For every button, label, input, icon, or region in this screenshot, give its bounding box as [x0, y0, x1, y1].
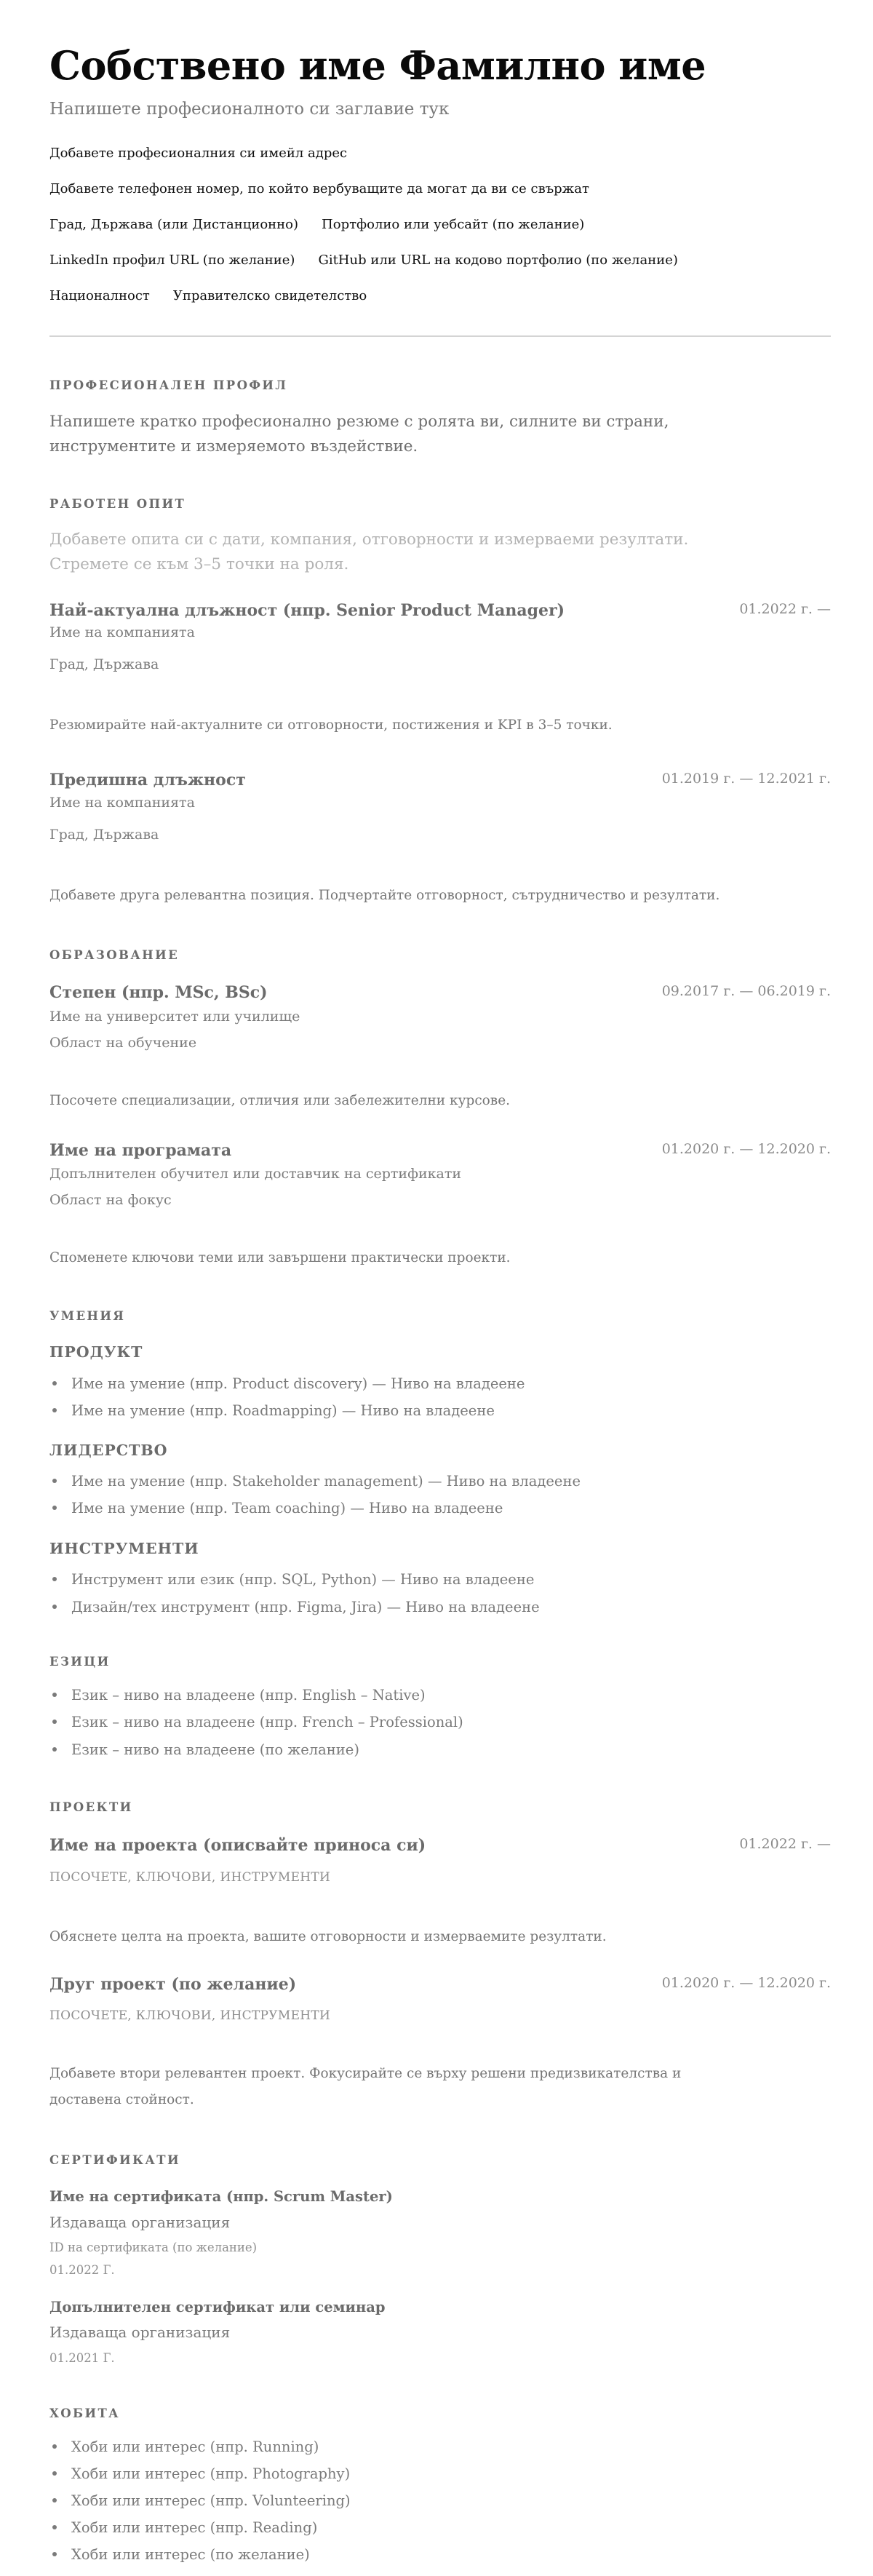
bullet-icon: [52, 2552, 57, 2556]
section-heading-profile: ПРОФЕСИОНАЛЕН ПРОФИЛ: [49, 378, 288, 392]
education-dates: 01.2020 г. — 12.2020 г.: [661, 1141, 831, 1157]
project-title: Друг проект (по желание): [49, 1975, 297, 1994]
skill-group-heading: ИНСТРУМЕНТИ: [49, 1540, 199, 1557]
project-tags: ПОСОЧЕТЕ, КЛЮЧОВИ, ИНСТРУМЕНТИ: [49, 1870, 331, 1885]
language-item: [49, 1687, 426, 1704]
education-title: Степен (нпр. MSc, BSc): [49, 983, 268, 1002]
education-description: Посочете специализации, отличия или забележителни курсове.: [49, 1093, 511, 1108]
project-description: Обяснете целта на проекта, вашите отговорности и измерваемите резултати.: [49, 1929, 607, 1944]
skill-item: [49, 1402, 495, 1419]
certificate-date: 01.2022 Г.: [49, 2263, 115, 2277]
hobby-text: Хоби или интерес (нпр. Photography): [71, 2465, 351, 2482]
section-heading-projects: ПРОЕКТИ: [49, 1800, 133, 1814]
bullet-icon: [52, 1747, 57, 1752]
job-dates: 01.2019 г. — 12.2021 г.: [661, 771, 831, 787]
section-heading-hobbies: ХОБИТА: [49, 2406, 120, 2420]
hobby-text: Хоби или интерес (нпр. Running): [71, 2438, 319, 2455]
nationality: Националност: [49, 288, 150, 303]
bullet-icon: [52, 1479, 57, 1483]
section-heading-languages: ЕЗИЦИ: [49, 1655, 111, 1669]
bullet-icon: [52, 2525, 57, 2529]
skill-item: [49, 1473, 581, 1490]
skill-item: [49, 1571, 534, 1588]
certificate-id: ID на сертификата (по желание): [49, 2241, 258, 2254]
hobby-item: [49, 2438, 319, 2455]
section-heading-experience: РАБОТЕН ОПИТ: [49, 497, 186, 511]
language-text: Език – ниво на владеене (нпр. English – Native): [71, 1687, 426, 1704]
language-text: Език – ниво на владеене (нпр. French – Professional): [71, 1714, 463, 1730]
location-placeholder: Град, Държава (или Дистанционно): [49, 217, 299, 232]
project-description-line-1: Добавете втори релевантен проект. Фокусирайте се върху решени предизвикателства и: [49, 2066, 682, 2081]
language-item: [49, 1741, 359, 1758]
section-heading-skills: УМЕНИЯ: [49, 1309, 126, 1323]
profile-summary-line-1: Напишете кратко професионално резюме с ролята ви, силните ви страни,: [49, 413, 669, 431]
hobby-item: [49, 2519, 317, 2536]
skill-item: [49, 1500, 503, 1516]
project-tags: ПОСОЧЕТЕ, КЛЮЧОВИ, ИНСТРУМЕНТИ: [49, 2008, 331, 2023]
bullet-icon: [52, 1408, 57, 1412]
certificate-title: Име на сертификата (нпр. Scrum Master): [49, 2188, 393, 2205]
skill-text: Име на умение (нпр. Stakeholder management) — Ниво на владеене: [71, 1473, 581, 1490]
skill-text: Инструмент или език (нпр. SQL, Python) — Ниво на владеене: [71, 1571, 535, 1588]
section-heading-certificates: СЕРТИФИКАТИ: [49, 2153, 180, 2167]
hobby-text: Хоби или интерес (нпр. Reading): [71, 2519, 318, 2536]
skill-item: [49, 1599, 540, 1615]
language-item: [49, 1714, 463, 1730]
job-company: Име на компанията: [49, 624, 195, 640]
bullet-icon: [52, 2498, 57, 2503]
contact-location-row: [49, 217, 584, 232]
hobby-text: Хоби или интерес (по желание): [71, 2546, 310, 2563]
education-institution: Допълнителен обучител или доставчик на сертификати: [49, 1166, 462, 1182]
bullet-icon: [52, 1506, 57, 1510]
certificate-issuer: Издаваща организация: [49, 2323, 231, 2341]
phone-placeholder: Добавете телефонен номер, по който вербуващите да могат да ви се свържат: [49, 181, 589, 196]
candidate-name: Собствено име Фамилно име: [49, 42, 706, 89]
section-heading-education: ОБРАЗОВАНИЕ: [49, 948, 180, 962]
job-dates: 01.2022 г. —: [739, 601, 831, 617]
linkedin-link[interactable]: LinkedIn профил URL (по желание): [49, 253, 295, 268]
project-title: Име на проекта (описвайте приноса си): [49, 1836, 426, 1855]
header-divider: [49, 335, 831, 337]
bullet-icon: [52, 1605, 57, 1609]
contact-phone: [49, 181, 589, 196]
education-field: Област на обучение: [49, 1035, 197, 1051]
email-placeholder: Добавете професионалния си имейл адрес: [49, 146, 348, 161]
portfolio-link[interactable]: Портфолио или уебсайт (по желание): [322, 217, 585, 232]
job-title: Най-актуална длъжност (нпр. Senior Product Manager): [49, 601, 565, 620]
education-title: Име на програмата: [49, 1141, 232, 1160]
contact-links-row: [49, 253, 678, 268]
hobby-item: [49, 2492, 351, 2509]
job-title: Предишна длъжност: [49, 771, 246, 790]
language-text: Език – ниво на владеене (по желание): [71, 1741, 359, 1758]
certificate-issuer: Издаваща организация: [49, 2214, 231, 2231]
job-description: Добавете друга релевантна позиция. Подчертайте отговорност, сътрудничество и резултати.: [49, 888, 720, 903]
bullet-icon: [52, 2444, 57, 2449]
skill-text: Име на умение (нпр. Product discovery) — Ниво на владеене: [71, 1375, 525, 1392]
bullet-icon: [52, 2471, 57, 2476]
profile-summary-line-2: инструментите и измеряемото въздействие.: [49, 437, 418, 456]
education-institution: Име на университет или училище: [49, 1009, 300, 1025]
project-description-line-2: доставена стойност.: [49, 2092, 194, 2107]
skill-text: Име на умение (нпр. Team coaching) — Ниво на владеене: [71, 1500, 503, 1516]
bullet-icon: [52, 1720, 57, 1724]
bullet-icon: [52, 1381, 57, 1386]
skill-text: Дизайн/тех инструмент (нпр. Figma, Jira) — Ниво на владеене: [71, 1599, 540, 1615]
job-location: Град, Държава: [49, 827, 159, 843]
certificate-date: 01.2021 Г.: [49, 2351, 115, 2365]
education-dates: 09.2017 г. — 06.2019 г.: [661, 983, 831, 999]
bullet-icon: [52, 1577, 57, 1581]
github-link[interactable]: GitHub или URL на кодово портфолио (по желание): [318, 253, 678, 268]
experience-hint-line-1: Добавете опита си с дати, компания, отговорности и измерваеми резултати.: [49, 530, 689, 549]
hobby-item: [49, 2465, 350, 2482]
hobby-text: Хоби или интерес (нпр. Volunteering): [71, 2492, 351, 2509]
job-company: Име на компанията: [49, 795, 195, 811]
job-description: Резюмирайте най-актуалните си отговорности, постижения и KPI в 3–5 точки.: [49, 717, 613, 733]
hobby-item: [49, 2546, 310, 2563]
education-field: Област на фокус: [49, 1192, 172, 1208]
project-dates: 01.2020 г. — 12.2020 г.: [661, 1975, 831, 1991]
bullet-icon: [52, 1693, 57, 1697]
experience-hint-line-2: Стремете се към 3–5 точки на роля.: [49, 555, 349, 573]
contact-extra-row: [49, 288, 367, 303]
contact-email: [49, 146, 347, 161]
job-location: Град, Държава: [49, 656, 159, 672]
driving-license: Управителско свидетелство: [172, 288, 367, 303]
project-dates: 01.2022 г. —: [739, 1836, 831, 1852]
education-description: Споменете ключови теми или завършени практически проекти.: [49, 1250, 511, 1265]
skill-group-heading: ПРОДУКТ: [49, 1343, 143, 1361]
skill-item: [49, 1375, 525, 1392]
skill-text: Име на умение (нпр. Roadmapping) — Ниво на владеене: [71, 1402, 495, 1419]
skill-group-heading: ЛИДЕРСТВО: [49, 1442, 168, 1459]
certificate-title: Допълнителен сертификат или семинар: [49, 2299, 386, 2315]
professional-headline: Напишете професионалното си заглавие тук: [49, 100, 450, 119]
